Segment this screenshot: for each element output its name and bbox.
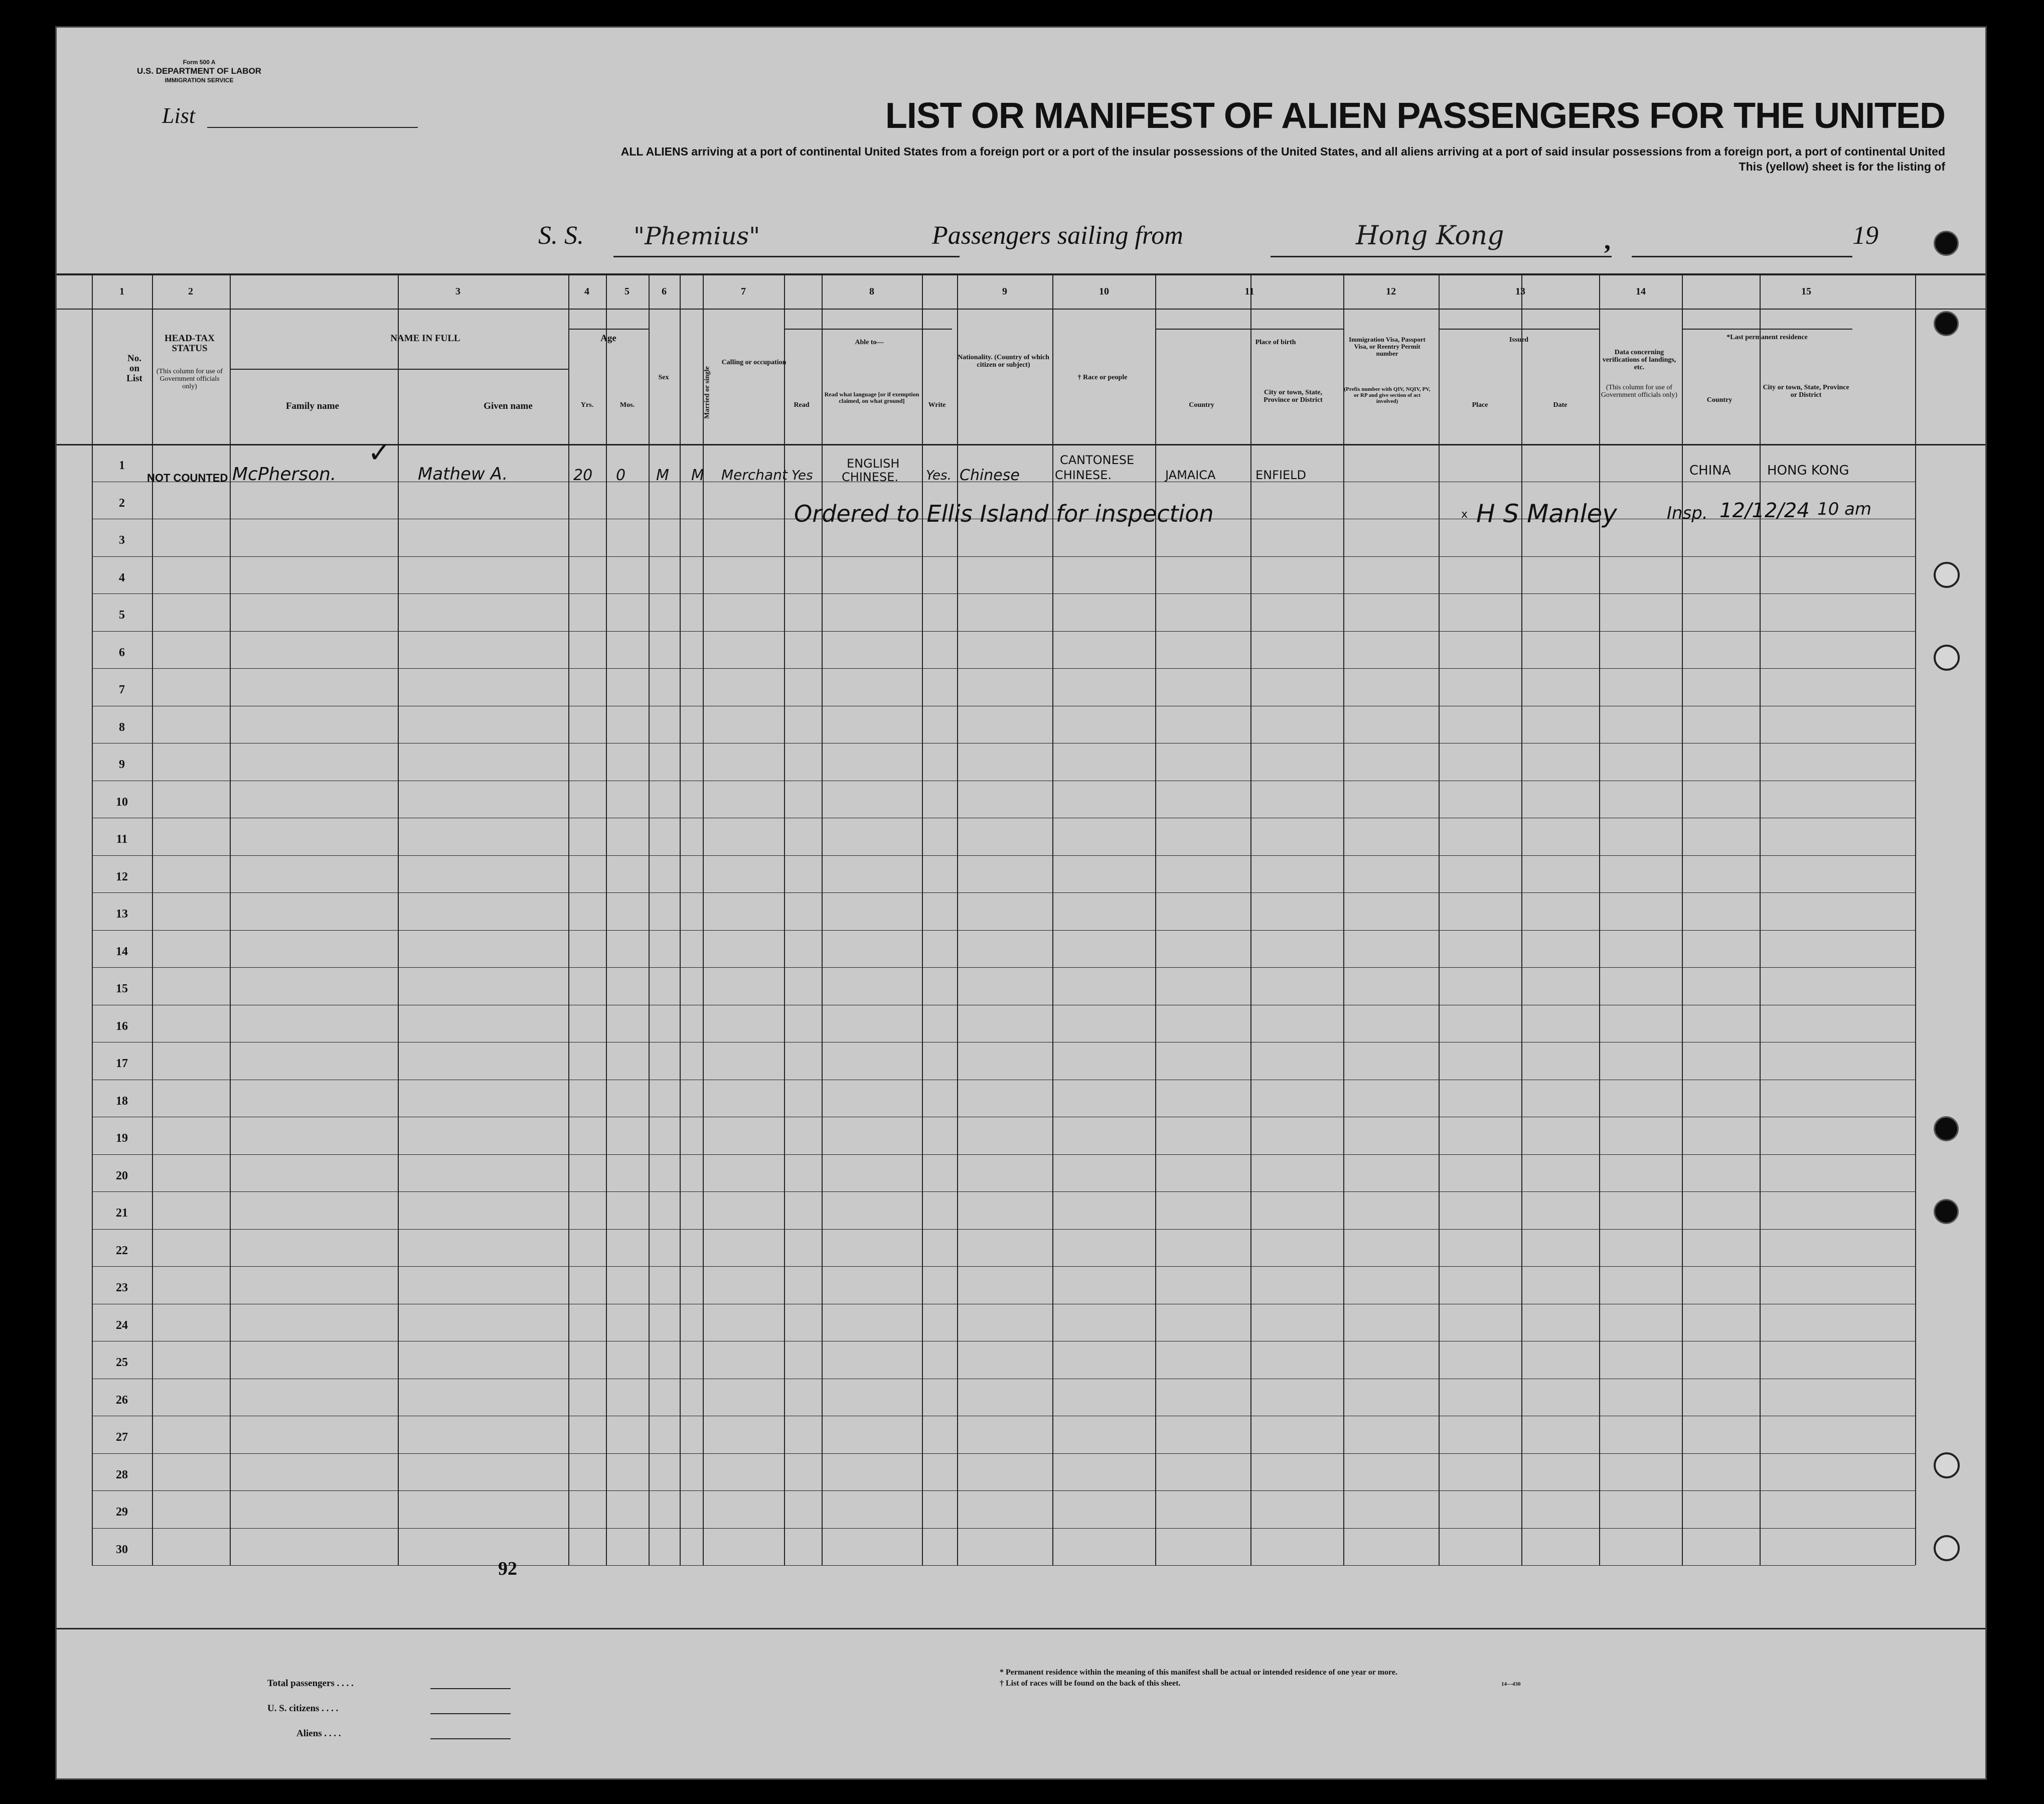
row-number: 7 — [119, 683, 125, 696]
row-rule — [92, 1490, 1915, 1491]
row-number: 11 — [116, 833, 128, 846]
entry-age-yrs: 20 — [573, 467, 593, 484]
column-rule — [1343, 273, 1344, 1565]
hdr-name-in-full: NAME IN FULL — [390, 333, 460, 344]
manifest-sheet — [55, 26, 1987, 1780]
department: U.S. DEPARTMENT OF LABOR — [137, 66, 262, 76]
hdr-visa-note: (Prefix number with QIV, NQIV, PV, or RP and give section of act involved) — [1344, 386, 1431, 404]
row-rule — [92, 855, 1915, 856]
port-blank — [1271, 256, 1612, 257]
footer-total-blank — [430, 1688, 511, 1689]
column-rule — [1521, 273, 1522, 1565]
row-number: 9 — [119, 758, 125, 771]
row-number: 6 — [119, 646, 125, 659]
row-rule — [92, 556, 1915, 557]
binder-hole — [1934, 231, 1959, 256]
hdr-last-residence: *Last permanent residence — [1726, 334, 1808, 341]
subtitle-line-2: This (yellow) sheet is for the listing of — [1739, 160, 1945, 173]
row-rule — [92, 1528, 1915, 1529]
header-rule — [57, 309, 1985, 310]
row-rule — [92, 1565, 1915, 1566]
row-rule — [92, 930, 1915, 931]
column-number: 10 — [1099, 286, 1109, 297]
row-number: 1 — [119, 459, 125, 472]
hdr-given-name: Given name — [484, 401, 533, 411]
body-top-rule — [57, 444, 1985, 445]
column-number: 12 — [1386, 286, 1396, 297]
column-number: 3 — [455, 286, 460, 297]
row-rule — [92, 1191, 1915, 1192]
page-title: LIST OR MANIFEST OF ALIEN PASSENGERS FOR THE UNITED — [885, 96, 1945, 136]
page-number: 92 — [498, 1558, 517, 1579]
column-rule — [398, 273, 399, 1565]
entry-race-1: CANTONESE — [1060, 453, 1135, 467]
footer-rule — [57, 1628, 1985, 1629]
age-subrule — [568, 329, 649, 330]
entry-read: Yes — [792, 468, 813, 483]
column-rule — [92, 273, 93, 1565]
column-rule — [649, 273, 650, 1565]
column-rule — [922, 273, 923, 1565]
column-rule — [606, 273, 607, 1565]
hdr-birth-country: Country — [1189, 401, 1214, 409]
hdr-head-tax: HEAD-TAX STATUS — [165, 333, 215, 354]
row-rule — [92, 967, 1915, 968]
form-number: Form 500 A — [183, 59, 216, 66]
column-rule — [957, 273, 958, 1565]
entry-language-2: CHINESE. — [842, 470, 899, 484]
entry-write: Yes. — [926, 468, 952, 483]
entry-res-country: CHINA — [1689, 463, 1731, 478]
entry-given-name: Mathew A. — [418, 464, 508, 484]
entry-check-mark: ✓ — [368, 436, 391, 469]
column-rule — [1155, 273, 1156, 1565]
row-number: 18 — [116, 1094, 128, 1108]
list-label: List — [162, 103, 196, 128]
footer-note-races: † List of races will be found on the back of this sheet. — [1000, 1679, 1181, 1688]
row-number: 4 — [119, 571, 125, 584]
column-number: 8 — [869, 286, 874, 297]
row-number: 15 — [116, 982, 128, 995]
hdr-issued-place: Place — [1472, 401, 1488, 409]
entry-head-tax: NOT COUNTED — [147, 472, 228, 484]
entry-res-city: HONG KONG — [1767, 463, 1849, 478]
row-number: 12 — [116, 870, 128, 883]
binder-hole — [1934, 645, 1960, 671]
entry-language-1: ENGLISH — [847, 457, 900, 471]
row-rule — [92, 668, 1915, 669]
departure-port: Hong Kong — [1356, 221, 1504, 251]
column-rule — [1682, 273, 1683, 1565]
annotation-ordered: Ordered to Ellis Island for inspection — [794, 500, 1214, 527]
hdr-head-tax-note: (This column for use of Government officials only) — [156, 368, 223, 390]
binder-hole — [1934, 1535, 1960, 1561]
column-rule — [568, 273, 569, 1565]
footer-aliens-blank — [430, 1738, 511, 1739]
hdr-nationality: Nationality. (Country of which citizen or subject) — [958, 354, 1049, 369]
row-number: 17 — [116, 1057, 128, 1070]
binder-hole — [1934, 1116, 1959, 1141]
row-rule — [92, 593, 1915, 594]
column-rule — [1760, 273, 1761, 1565]
row-number: 21 — [116, 1207, 128, 1220]
name-subrule — [230, 369, 568, 370]
hdr-married: Married or single — [703, 366, 711, 419]
annotation-insp: Insp. — [1667, 503, 1708, 523]
list-blank — [207, 127, 418, 128]
row-number: 26 — [116, 1393, 128, 1407]
row-number: 22 — [116, 1244, 128, 1257]
row-number: 19 — [116, 1132, 128, 1145]
binder-hole — [1934, 1199, 1959, 1224]
hdr-issued: Issued — [1509, 336, 1529, 344]
footer-aliens-label: Aliens . . . . — [296, 1728, 341, 1739]
footer-citizens-label: U. S. citizens . . . . — [267, 1703, 339, 1714]
row-rule — [92, 1453, 1915, 1454]
row-rule — [92, 892, 1915, 893]
entry-race-2: CHINESE. — [1055, 468, 1112, 482]
form-header — [137, 58, 261, 85]
column-rule — [152, 273, 153, 1565]
hdr-read-language: Read what language [or if exemption claimed, on what ground] — [824, 391, 919, 404]
date-blank — [1632, 256, 1852, 257]
residence-subrule — [1682, 329, 1852, 330]
column-number: 2 — [188, 286, 193, 297]
row-number: 3 — [119, 534, 125, 547]
able-subrule — [784, 329, 952, 330]
row-number: 25 — [116, 1356, 128, 1369]
hdr-age: Age — [600, 333, 616, 344]
ship-name: "Phemius" — [634, 222, 760, 250]
ss-label: S. S. — [538, 221, 584, 250]
entry-nationality: Chinese — [960, 467, 1020, 484]
row-number: 20 — [116, 1169, 128, 1182]
issued-subrule — [1439, 329, 1599, 330]
column-rule — [822, 273, 823, 1565]
row-number: 24 — [116, 1318, 128, 1332]
binder-hole — [1934, 1452, 1960, 1478]
entry-married: M — [691, 467, 704, 484]
sailing-label: Passengers sailing from — [932, 221, 1183, 250]
hdr-landing: Data concerning verifications of landings, etc. — [1602, 349, 1676, 371]
column-rule — [1915, 273, 1916, 1565]
column-rule — [230, 273, 231, 1565]
column-rule — [1599, 273, 1600, 1565]
footer-total-label: Total passengers . . . . — [267, 1678, 354, 1689]
comma: , — [1604, 226, 1611, 255]
row-number: 5 — [119, 609, 125, 622]
column-number: 1 — [119, 286, 124, 297]
hdr-birth-city: City or town, State, Province or District — [1264, 389, 1323, 404]
hdr-family-name: Family name — [285, 401, 340, 411]
row-rule — [92, 1266, 1915, 1267]
hdr-able-to: Able to— — [855, 339, 884, 346]
entry-calling: Merchant — [721, 467, 788, 483]
column-number: 14 — [1636, 286, 1646, 297]
entry-age-mos: 0 — [616, 467, 626, 484]
footer-form-code: 14—430 — [1501, 1681, 1521, 1687]
column-number: 4 — [584, 286, 589, 297]
annotation-time: 10 am — [1817, 499, 1872, 519]
row-number: 16 — [116, 1019, 128, 1033]
column-rule — [1250, 273, 1251, 1565]
row-number: 30 — [116, 1543, 128, 1556]
column-rule — [1052, 273, 1053, 1565]
hdr-calling: Calling or occupation — [721, 359, 787, 366]
footer-citizens-blank — [430, 1713, 511, 1714]
hdr-issued-date: Date — [1553, 401, 1567, 409]
entry-birth-city: ENFIELD — [1255, 468, 1307, 482]
entry-sex: M — [656, 467, 669, 484]
annotation-mark: x — [1461, 508, 1468, 521]
hdr-race: † Race or people — [1077, 374, 1128, 381]
year-label: 19 — [1852, 221, 1878, 250]
hdr-visa: Immigration Visa, Passport Visa, or Reentry Permit number — [1349, 336, 1426, 357]
hdr-write: Write — [928, 401, 946, 409]
hdr-yrs: Yrs. — [580, 401, 594, 409]
entry-birth-country: JAMAICA — [1165, 468, 1216, 482]
hdr-res-country: Country — [1706, 396, 1733, 404]
subtitle — [440, 144, 1945, 174]
entry-family-name: McPherson. — [232, 464, 337, 485]
column-number: 9 — [1002, 286, 1007, 297]
hdr-landing-note: (This column for use of Government officials only) — [1601, 384, 1678, 399]
column-number: 6 — [662, 286, 667, 297]
hdr-no-on-list: No. on List — [126, 353, 142, 384]
row-rule — [92, 1229, 1915, 1230]
row-number: 28 — [116, 1468, 128, 1481]
row-number: 27 — [116, 1431, 128, 1444]
row-rule — [92, 1154, 1915, 1155]
column-number: 15 — [1801, 286, 1811, 297]
row-number: 8 — [119, 720, 125, 734]
header-top-rule — [57, 273, 1985, 275]
row-number: 13 — [116, 908, 128, 921]
row-rule — [92, 631, 1915, 632]
column-rule — [680, 273, 681, 1565]
annotation-date: 12/12/24 — [1719, 499, 1810, 522]
hdr-sex: Sex — [658, 374, 669, 381]
binder-hole — [1934, 311, 1959, 336]
subtitle-line-1: ALL ALIENS arriving at a port of continental United States from a foreign port or a port of the insular possessions of the United States, and all aliens arriving at a port of said insular possessions from a foreign port, a port of continental United — [620, 145, 1945, 158]
row-number: 10 — [116, 795, 128, 809]
service: IMMIGRATION SERVICE — [165, 77, 234, 84]
footer-note-residence: * Permanent residence within the meaning of this manifest shall be actual or intended residence of one year or more. — [1000, 1668, 1397, 1677]
column-number: 13 — [1515, 286, 1525, 297]
column-rule — [1439, 273, 1440, 1565]
hdr-mos: Mos. — [619, 401, 635, 409]
column-number: 11 — [1244, 286, 1254, 297]
hdr-res-city: City or town, State, Province or District — [1763, 384, 1849, 399]
birth-subrule — [1155, 329, 1343, 330]
row-number: 14 — [116, 945, 128, 958]
hdr-read: Read — [794, 401, 810, 409]
row-number: 23 — [116, 1281, 128, 1294]
column-number: 5 — [624, 286, 630, 297]
column-number: 7 — [741, 286, 746, 297]
row-number: 29 — [116, 1506, 128, 1519]
hdr-place-of-birth: Place of birth — [1255, 339, 1296, 346]
row-number: 2 — [119, 496, 125, 510]
annotation-signature: H S Manley — [1476, 499, 1617, 528]
binder-hole — [1934, 562, 1960, 588]
ship-blank — [613, 256, 960, 257]
